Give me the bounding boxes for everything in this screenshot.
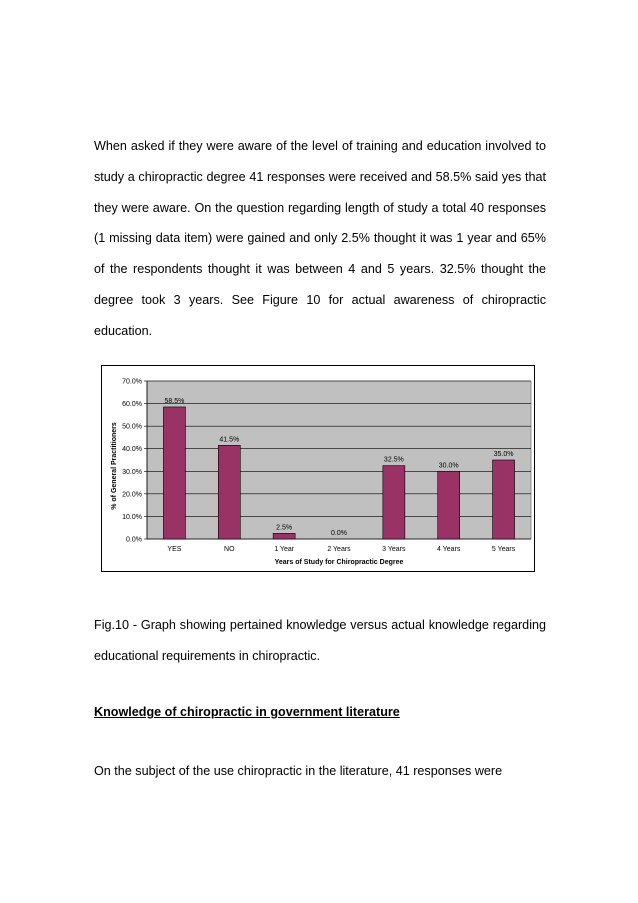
y-tick-label: 30.0%	[122, 468, 142, 476]
x-axis-title: Years of Study for Chiropractic Degree	[274, 559, 404, 566]
x-tick-label: NO	[224, 546, 235, 553]
bar	[383, 466, 405, 539]
y-axis-title: % of General Practitioners	[111, 422, 118, 510]
bar	[218, 445, 240, 539]
x-tick-label: 4 Years	[437, 546, 461, 553]
x-tick-label: 2 Years	[327, 546, 351, 553]
data-label: 32.5%	[383, 456, 404, 464]
data-label: 58.5%	[164, 397, 185, 405]
y-tick-label: 60.0%	[122, 401, 142, 409]
data-label: 0.0%	[331, 530, 347, 537]
y-tick-label: 10.0%	[122, 513, 142, 521]
bar	[438, 471, 460, 539]
section-heading: Knowledge of chiropractic in government literature	[94, 705, 400, 719]
bar	[163, 407, 185, 539]
y-tick-label: 70.0%	[122, 378, 142, 386]
figure-caption: Fig.10 - Graph showing pertained knowledge versus actual knowledge regarding educational requirements in chiropractic.	[94, 618, 546, 663]
x-tick-label: 3 Years	[382, 546, 406, 553]
y-tick-label: 0.0%	[126, 536, 142, 544]
y-tick-label: 20.0%	[122, 491, 142, 499]
body-paragraph: When asked if they were aware of the level of training and education involved to study a chiropractic degree 41 responses were received and 58.5% said yes that they were aware. On the question regarding length of study a total 40 responses (1 missing data item) were gained and only 2.5% thought it was 1 year and 65% of the respondents thought it was between 4 and 5 years. 32.5% thought the degree took 3 years. See Figure 10 for actual awareness of chiropractic education.	[94, 139, 546, 338]
bar	[273, 533, 295, 539]
bar-chart	[101, 365, 535, 572]
x-tick-label: 1 Year	[274, 546, 295, 553]
y-tick-label: 50.0%	[122, 423, 142, 431]
x-tick-label: 5 Years	[491, 546, 516, 553]
data-label: 41.5%	[219, 436, 240, 444]
data-label: 35.0%	[493, 451, 514, 458]
bar	[493, 460, 515, 539]
data-label: 2.5%	[276, 524, 293, 532]
y-tick-label: 40.0%	[122, 446, 142, 454]
x-tick-label: YES	[167, 546, 182, 553]
plot-area	[147, 381, 531, 539]
data-label: 30.0%	[438, 462, 459, 470]
body-paragraph-continued: On the subject of the use chiropractic in the literature, 41 responses were	[94, 764, 503, 778]
